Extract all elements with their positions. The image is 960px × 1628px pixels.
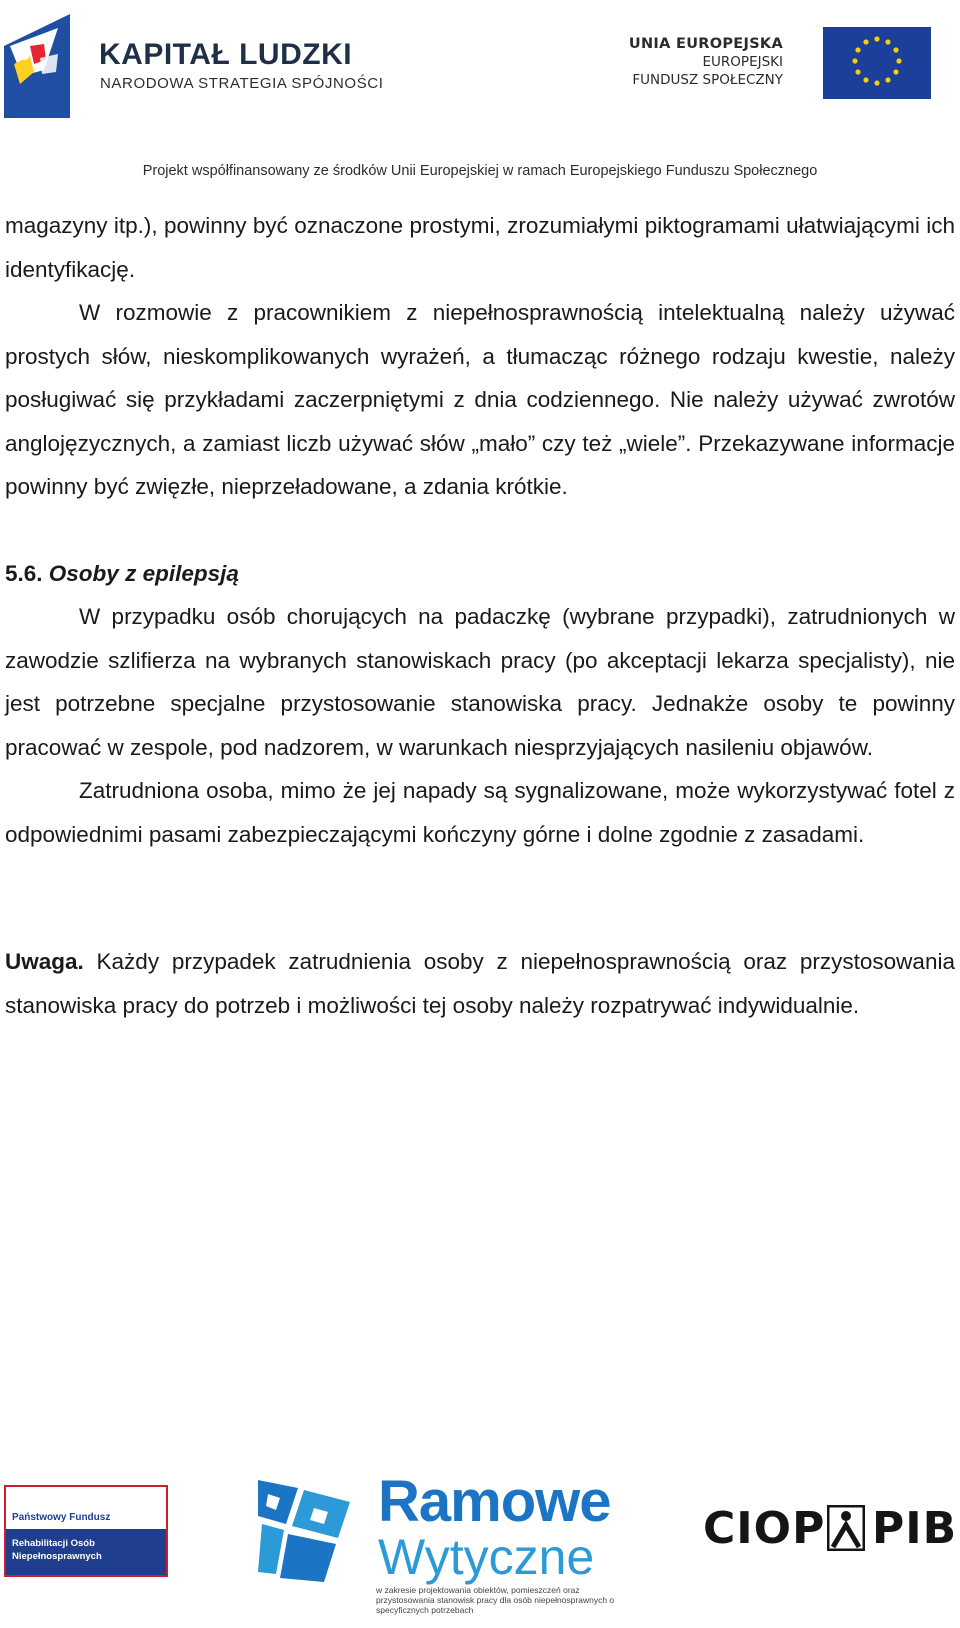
paragraph-intellectual-disability: W rozmowie z pracownikiem z niepełnosprawnością intelektualną należy używać prostych słów, nieskomplikowanych wyrażeń, a tłumacząc różnego rodzaju kwestie, należy posługiwać się przykładami zaczerpniętymi z dnia codziennego. Nie należy używać zwrotów anglojęzycznych, a zamiast liczb używać słów „mało” czy też „wiele”. Przekazywane informacje powinny być zwięzłe, nieprzeładowane, a zdania krótkie.	[5, 300, 955, 499]
pfron-name-line-1: Państwowy Fundusz	[12, 1512, 111, 1523]
project-cofinancing-line: Projekt współfinansowany ze środków Unii Europejskiej w ramach Europejskiego Funduszu Społecznego	[142, 163, 818, 179]
kapital-ludzki-logo-icon	[0, 6, 76, 118]
paragraph-seizure-chair: Zatrudniona osoba, mimo że jej napady są sygnalizowane, może wykorzystywać fotel z odpowiednimi pasami zabezpieczającymi kończyny górne i dolne zgodnie z zasadami.	[5, 778, 955, 847]
wytyczne-title: Wytyczne	[378, 1529, 595, 1585]
eu-flag-icon	[823, 27, 931, 99]
note-text: Każdy przypadek zatrudnienia osoby z niepełnosprawnością oraz przystosowania stanowiska pracy do potrzeb i możliwości tej osoby należy rozpatrywać indywidualnie.	[5, 949, 955, 1018]
paragraph-pictograms: magazyny itp.), powinny być oznaczone prostymi, zrozumiałymi piktogramami ułatwiającymi ich identyfikację.	[5, 213, 955, 282]
eu-line-3: FUNDUSZ SPOŁECZNY	[632, 72, 783, 88]
ciop-pib-person-icon	[827, 1505, 865, 1551]
ramowe-wytyczne-logo-icon	[258, 1480, 358, 1582]
kapital-ludzki-subtitle: NARODOWA STRATEGIA SPÓJNOŚCI	[100, 75, 384, 92]
eu-fund-text	[629, 35, 783, 89]
section-title: Osoby z epilepsją	[48, 560, 239, 586]
pfron-logo	[4, 1485, 168, 1577]
note-label: Uwaga.	[5, 949, 84, 974]
eu-line-1: UNIA EUROPEJSKA	[628, 36, 783, 52]
document-body	[5, 204, 955, 1027]
pfron-name-line-2: Rehabilitacji Osób Niepełnosprawnych	[12, 1538, 102, 1562]
spacer	[5, 856, 955, 940]
ramowe-wytyczne-caption: w zakresie projektowania obiektów, pomieszczeń oraz przystosowania stanowisk pracy dla osób niepełnosprawnych o specyficznych potrzebach	[376, 1585, 615, 1615]
ciop-text: CIOP	[703, 1503, 826, 1554]
paragraph-epilepsy: W przypadku osób chorujących na padaczkę (wybrane przypadki), zatrudnionych w zawodzie szlifierza na wybranych stanowiskach pracy (po akceptacji lekarza specjalisty), nie jest potrzebne specjalne przystosowanie stanowiska pracy. Jednakże osoby te powinny pracować w zespole, pod nadzorem, w warunkach niesprzyjających nasileniu objawów.	[5, 604, 955, 760]
spacer	[5, 509, 955, 552]
kapital-ludzki-title: KAPITAŁ LUDZKI	[99, 38, 353, 71]
ramowe-title: Ramowe	[378, 1469, 611, 1534]
note-paragraph	[5, 940, 955, 1027]
eu-line-2: EUROPEJSKI	[702, 54, 783, 70]
section-number: 5.6.	[5, 560, 43, 586]
pib-text: PIB	[872, 1503, 958, 1554]
section-heading	[5, 552, 955, 596]
